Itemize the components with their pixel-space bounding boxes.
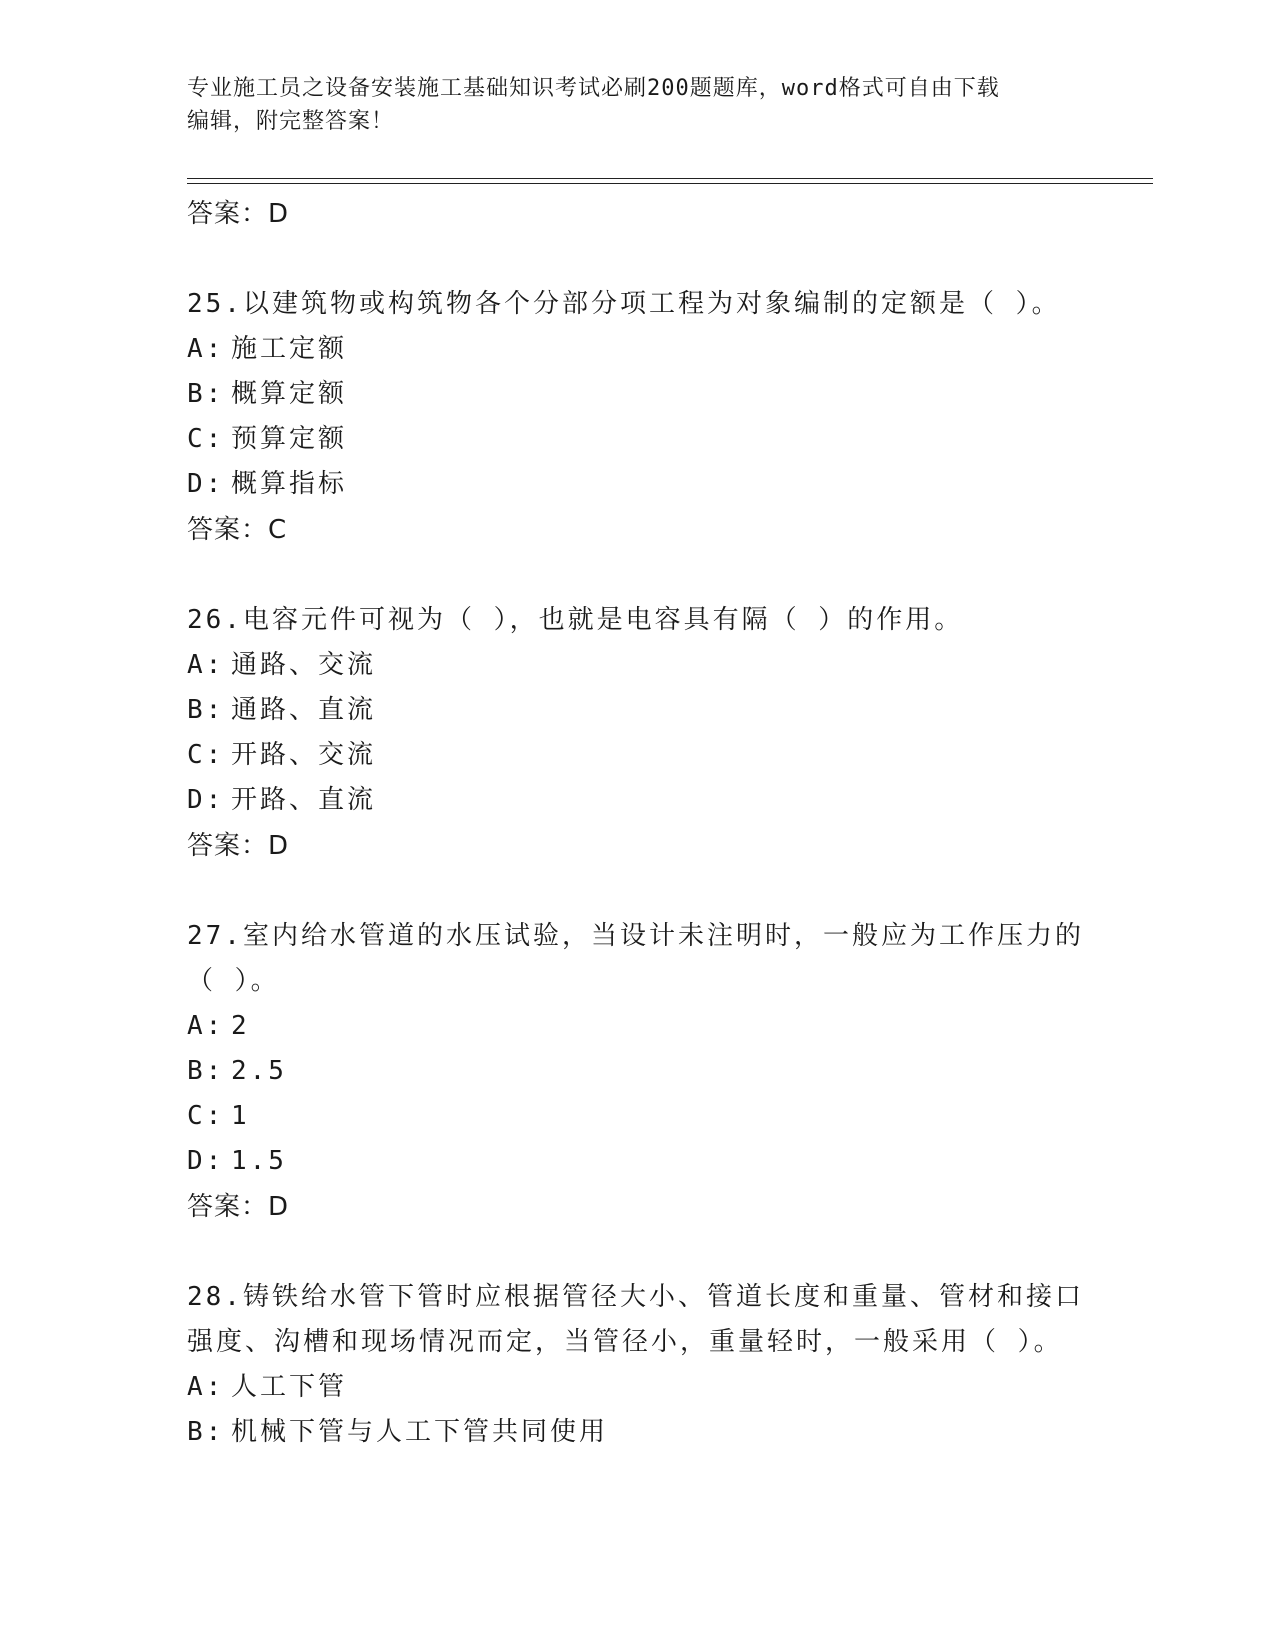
question-text: 27.室内给水管道的水压试验，当设计未注明时，一般应为工作压力的（ ）。 (187, 921, 1084, 996)
option-d (187, 1139, 1087, 1184)
option-b (187, 688, 1087, 733)
option-d (187, 778, 1087, 823)
option-key: D: (187, 469, 225, 499)
option-key: D: (187, 785, 225, 815)
question-25 (187, 282, 1087, 553)
option-value: 1 (231, 1101, 250, 1131)
option-key: C: (187, 1101, 225, 1131)
option-key: A: (187, 1011, 225, 1041)
option-value: 2 (231, 1011, 250, 1041)
option-key: A: (187, 334, 225, 364)
option-key: A: (187, 1372, 225, 1402)
option-a (187, 1004, 1087, 1049)
option-value: 1.5 (231, 1146, 287, 1176)
option-b (187, 1410, 1087, 1455)
document-header (187, 72, 1067, 138)
answer-line: 答案：C (187, 515, 288, 545)
question-text: 25.以建筑物或构筑物各个分部分项工程为对象编制的定额是（ ）。 (187, 289, 1061, 319)
option-value: 机械下管与人工下管共同使用 (231, 1417, 609, 1447)
option-c (187, 1094, 1087, 1139)
option-value: 概算指标 (231, 469, 348, 499)
option-key: C: (187, 424, 225, 454)
question-26 (187, 598, 1087, 869)
option-value: 施工定额 (231, 334, 348, 364)
question-list (187, 191, 1087, 1455)
question-28 (187, 1275, 1087, 1455)
question-27 (187, 914, 1087, 1230)
option-b (187, 372, 1087, 417)
option-c (187, 417, 1087, 462)
option-b (187, 1049, 1087, 1094)
question-text: 26.电容元件可视为（ ），也就是电容具有隔（ ）的作用。 (187, 605, 964, 635)
option-a (187, 327, 1087, 372)
option-value: 开路、交流 (231, 740, 377, 770)
option-key: B: (187, 1056, 225, 1086)
answer-line: 答案：D (187, 199, 290, 229)
option-key: B: (187, 695, 225, 725)
option-a (187, 643, 1087, 688)
option-value: 开路、直流 (231, 785, 377, 815)
option-key: A: (187, 650, 225, 680)
option-key: B: (187, 379, 225, 409)
option-value: 预算定额 (231, 424, 348, 454)
option-key: B: (187, 1417, 225, 1447)
option-a (187, 1365, 1087, 1410)
answer-line: 答案：D (187, 1192, 290, 1222)
header-divider-top (187, 178, 1153, 179)
option-d (187, 462, 1087, 507)
header-line-2: 编辑，附完整答案！ (187, 109, 395, 134)
header-line-1: 专业施工员之设备安装施工基础知识考试必刷200题题库，word格式可自由下载 (187, 76, 1000, 101)
option-value: 概算定额 (231, 379, 348, 409)
question-text: 28.铸铁给水管下管时应根据管径大小、管道长度和重量、管材和接口强度、沟槽和现场情况而定，当管径小，重量轻时，一般采用（ ）。 (187, 1282, 1084, 1357)
option-key: D: (187, 1146, 225, 1176)
option-value: 人工下管 (231, 1372, 348, 1402)
option-key: C: (187, 740, 225, 770)
header-divider-bottom (187, 183, 1153, 184)
option-value: 通路、交流 (231, 650, 377, 680)
option-c (187, 733, 1087, 778)
option-value: 2.5 (231, 1056, 287, 1086)
option-value: 通路、直流 (231, 695, 377, 725)
answer-line: 答案：D (187, 831, 290, 861)
